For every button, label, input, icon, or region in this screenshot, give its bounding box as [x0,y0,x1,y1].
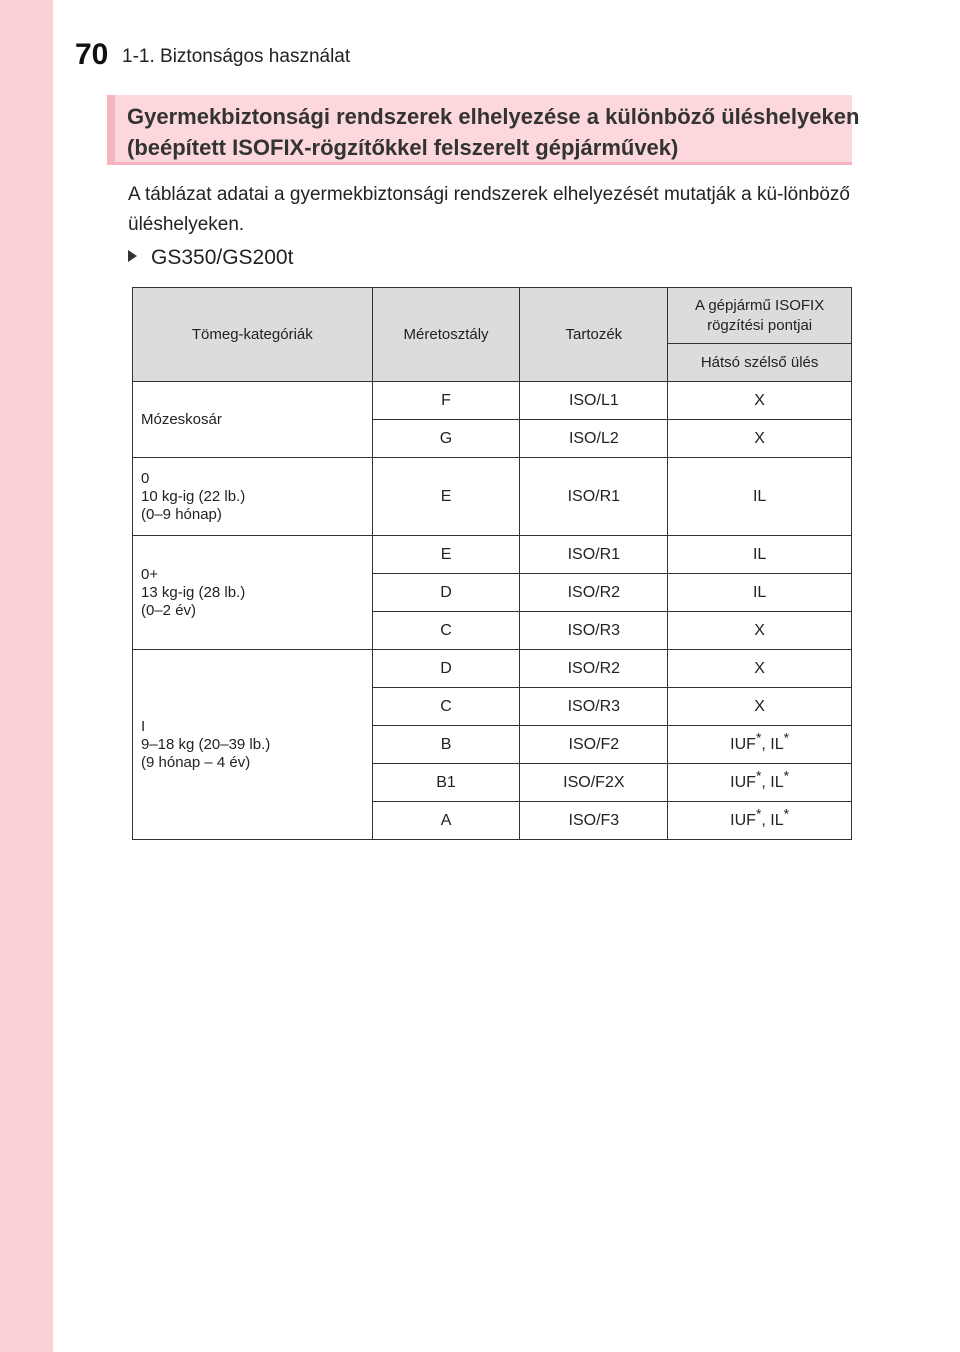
section-title: 1-1. Biztonságos használat [122,46,351,67]
value-il: , IL [761,811,784,829]
value-cell: X [668,382,852,420]
group-0 [133,458,373,536]
header-isofix-positions: A gépjármű ISOFIX rögzítési pontjai [668,288,852,344]
fixture-cell: ISO/F2 [520,726,668,764]
value-cell [668,726,852,764]
model-label [128,246,293,270]
fixture-cell: ISO/R3 [520,612,668,650]
fixture-cell: ISO/R1 [520,458,668,536]
value-cell: IL [668,574,852,612]
value-cell: X [668,688,852,726]
size-cell: B1 [372,764,520,802]
intro-paragraph: A táblázat adatai a gyermekbiztonsági rendszerek elhelyezését mutatják a kü-lönböző üléshelyeken. [128,184,850,235]
size-cell: G [372,420,520,458]
fixture-cell: ISO/R1 [520,536,668,574]
size-cell: D [372,650,520,688]
group-age: (9 hónap – 4 év) [141,753,251,771]
group-weight: 13 kg-ig (28 lb.) [141,583,246,601]
group-age: (0–9 hónap) [141,505,222,523]
value-il: , IL [761,773,784,791]
header-weight-category: Tömeg-kategóriák [133,288,373,382]
value-iuf: IUF [730,811,756,829]
size-cell: B [372,726,520,764]
value-cell: X [668,420,852,458]
footnote-star: * [783,805,790,822]
footnote-star: * [755,805,762,822]
header-size-class: Méretosztály [372,288,520,382]
value-cell [668,764,852,802]
size-cell: C [372,612,520,650]
fixture-cell: ISO/R3 [520,688,668,726]
size-cell: C [372,688,520,726]
group-label: I [141,717,146,735]
footnote-star: * [783,767,790,784]
value-cell: IL [668,536,852,574]
footnote-star: * [755,729,762,746]
page-number: 70 [75,38,109,71]
triangle-bullet-icon [128,250,137,262]
model-name: GS350/GS200t [151,246,294,269]
size-cell: A [372,802,520,840]
table-row [133,458,852,536]
page-side-tab [0,0,53,1352]
group-0-plus [133,536,373,650]
footnote-star: * [783,729,790,746]
table-row [133,382,852,420]
fixture-cell: ISO/F2X [520,764,668,802]
group-label: 0 [141,469,150,487]
group-i [133,650,373,840]
size-cell: F [372,382,520,420]
value-il: , IL [761,735,784,753]
table-row [133,536,852,574]
section-heading-box [107,95,860,165]
value-cell: IL [668,458,852,536]
size-cell: D [372,574,520,612]
group-weight: 9–18 kg (20–39 lb.) [141,735,271,753]
fixture-cell: ISO/R2 [520,574,668,612]
group-weight: 10 kg-ig (22 lb.) [141,487,246,505]
header-fixture: Tartozék [520,288,668,382]
footnote-star: * [755,767,762,784]
size-cell: E [372,536,520,574]
table-row [133,650,852,688]
heading-line-1: Gyermekbiztonsági rendszerek elhelyezése a különböző üléshelyeken [127,104,860,129]
isofix-table [132,287,852,840]
group-carrycot: Mózeskosár [133,382,373,458]
value-cell: X [668,612,852,650]
heading-line-2: (beépített ISOFIX-rögzítőkkel felszerelt gépjárművek) [127,135,679,160]
group-label: 0+ [141,565,159,583]
value-cell [668,802,852,840]
group-age: (0–2 év) [141,601,197,619]
fixture-cell: ISO/L2 [520,420,668,458]
fixture-cell: ISO/F3 [520,802,668,840]
value-cell: X [668,650,852,688]
value-iuf: IUF [730,735,756,753]
fixture-cell: ISO/L1 [520,382,668,420]
size-cell: E [372,458,520,536]
header-rear-outboard-seat: Hátsó szélső ülés [668,344,852,382]
fixture-cell: ISO/R2 [520,650,668,688]
value-iuf: IUF [730,773,756,791]
